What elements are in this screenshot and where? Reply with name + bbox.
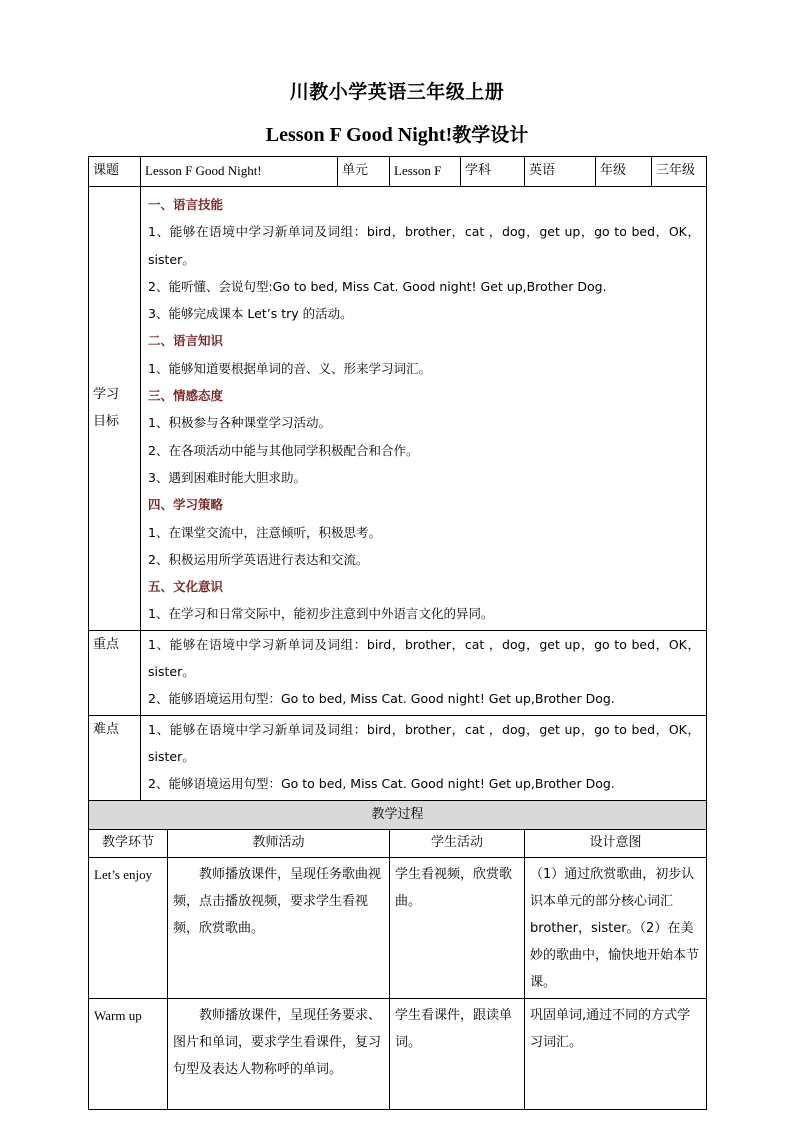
key-points-row (89, 630, 707, 715)
process-header-row (89, 829, 707, 857)
objectives-label (89, 187, 141, 631)
document-title: 川教小学英语三年级上册 (289, 81, 505, 103)
document-subtitle (0, 120, 794, 147)
topic-label: 课题 (89, 157, 141, 187)
stage-cell: Let’s enjoy (89, 857, 168, 998)
objective-strategy-2: 2、积极运用所学英语进行表达和交流。 (148, 551, 369, 567)
header-stage: 教学环节 (89, 829, 168, 857)
unit-value: Lesson F (390, 157, 461, 187)
objective-heading-culture: 五、文化意识 (148, 579, 224, 595)
subtitle-chinese: 教学设计 (452, 124, 529, 146)
header-student: 学生活动 (390, 829, 525, 857)
lesson-plan-table (88, 156, 707, 1110)
subtitle-english: Lesson F Good Night! (265, 124, 453, 146)
objectives-label-line2: 目标 (93, 414, 120, 430)
difficult-points-content (141, 715, 707, 800)
difficult-points-label: 难点 (89, 715, 141, 800)
objective-attitude-1: 1、积极参与各种课堂学习活动。 (148, 415, 331, 431)
grade-value: 三年级 (652, 157, 707, 187)
objective-heading-knowledge: 二、语言知识 (148, 333, 224, 349)
objectives-content (141, 187, 707, 631)
topic-value: Lesson F Good Night! (141, 157, 338, 187)
header-teacher: 教师活动 (168, 829, 390, 857)
stage-cell: Warm up (89, 998, 168, 1109)
objective-knowledge-1: 1、能够知道要根据单词的音、义、形来学习词汇。 (148, 360, 431, 376)
subject-label: 学科 (461, 157, 525, 187)
process-title-row (89, 800, 707, 829)
objective-skills-1a: 1、能够在语境中学习新单词及词组：bird，brother，cat ，dog，get up，go to bed，OK， (148, 224, 701, 240)
objective-heading-attitude: 三、情感态度 (148, 388, 224, 404)
design-intent-cell: （1）通过欣赏歌曲，初步认识本单元的部分核心词汇 brother，sister。（2）在美妙的歌曲中，愉快地开始本节课。 (525, 857, 707, 998)
teacher-activity-cell: 教师播放课件，呈现任务要求、图片和单词，要求学生看课件，复习句型及表达人物称呼的单词。 (168, 998, 390, 1109)
objective-skills-3: 3、能够完成课本 Let’s try 的活动。 (148, 306, 353, 322)
grade-label: 年级 (596, 157, 652, 187)
objective-skills-2: 2、能听懂、会说句型:Go to bed, Miss Cat. Good night! Get up,Brother Dog. (148, 278, 607, 294)
objective-heading-skills: 一、语言技能 (148, 197, 224, 212)
process-title: 教学过程 (89, 800, 707, 829)
objective-attitude-3: 3、遇到困难时能大胆求助。 (148, 469, 306, 485)
difficult-point-1b: sister。 (148, 748, 195, 764)
process-row (89, 857, 707, 998)
unit-label: 单元 (338, 157, 390, 187)
objectives-row (89, 187, 707, 631)
student-activity-cell: 学生看课件，跟读单词。 (390, 998, 525, 1109)
header-intent: 设计意图 (525, 829, 707, 857)
difficult-point-1a: 1、能够在语境中学习新单词及词组：bird，brother，cat ，dog，get up，go to bed，OK， (148, 721, 701, 737)
key-points-label: 重点 (89, 630, 141, 715)
difficult-points-row (89, 715, 707, 800)
key-points-content (141, 630, 707, 715)
key-point-1a: 1、能够在语境中学习新单词及词组：bird，brother，cat ，dog，get up，go to bed，OK， (148, 636, 701, 652)
key-point-2: 2、能够语境运用句型：Go to bed, Miss Cat. Good night! Get up,Brother Dog. (148, 691, 615, 707)
design-intent-cell: 巩固单词,通过不同的方式学习词汇。 (525, 998, 707, 1109)
difficult-point-2: 2、能够语境运用句型：Go to bed, Miss Cat. Good night! Get up,Brother Dog. (148, 776, 615, 792)
objective-strategy-1: 1、在课堂交流中，注意倾听，积极思考。 (148, 524, 381, 540)
objective-skills-1b: sister。 (148, 251, 195, 267)
key-point-1b: sister。 (148, 664, 195, 680)
process-row (89, 998, 707, 1109)
student-activity-cell: 学生看视频，欣赏歌曲。 (390, 857, 525, 998)
objective-culture-1: 1、在学习和日常交际中，能初步注意到中外语言文化的异同。 (148, 606, 494, 622)
info-row (89, 157, 707, 187)
objective-attitude-2: 2、在各项活动中能与其他同学积极配合和合作。 (148, 442, 419, 458)
objective-heading-strategy: 四、学习策略 (148, 497, 224, 513)
subject-value: 英语 (525, 157, 596, 187)
objectives-label-line1: 学习 (93, 387, 120, 403)
teacher-activity-cell: 教师播放课件，呈现任务歌曲视频，点击播放视频，要求学生看视频，欣赏歌曲。 (168, 857, 390, 998)
